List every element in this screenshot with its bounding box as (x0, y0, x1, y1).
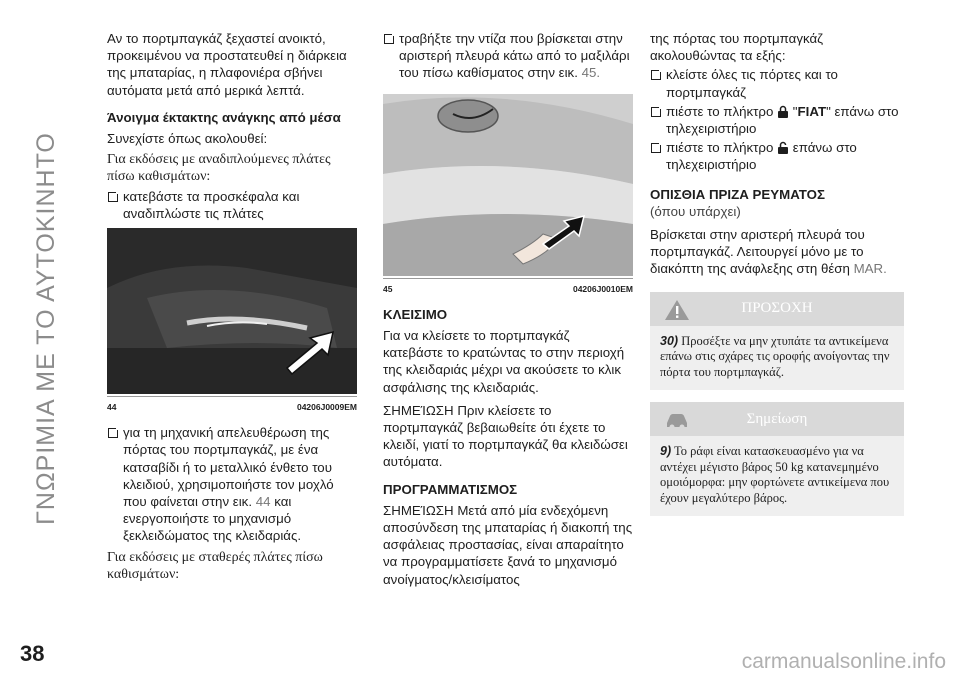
step-text-start: πιέστε το πλήκτρο (666, 140, 774, 156)
warning-banner (650, 292, 904, 326)
step-press-lock (650, 103, 904, 137)
bullet-text (123, 424, 357, 544)
note-title: Σημείωση (746, 410, 808, 427)
step-text-end: επάνω στο τηλεχειριστήριο (666, 140, 857, 173)
emergency-opening-heading: Άνοιγμα έκτακτης ανάγκης από μέσα (107, 109, 341, 125)
step-text-start: πιέστε το πλήκτρο (666, 103, 774, 119)
checkbox-bullet-icon (651, 143, 661, 153)
watermark-text: carmanualsonline.info (741, 650, 946, 673)
chapter-side-title (28, 28, 64, 628)
step-text (666, 139, 904, 173)
warning-text: Προσέξτε να μην χτυπάτε τα αντικείμενα επάνω στις σχάρες τις οροφής ανοίγοντας την πόρτα του πορτμπαγκάζ. (660, 333, 890, 379)
column-3 (650, 30, 904, 516)
seat-cable-illustration (383, 94, 633, 276)
chapter-title-text: ΓΝΩΡΙΜΙΑ ΜΕ ΤΟ ΑΥΤΟΚΙΝΗΤΟ (31, 131, 60, 525)
car-note-icon (664, 409, 690, 431)
programming-note: ΣΗΜΕΊΩΣΗ Μετά από μία ενδεχόμενη αποσύνδεση της μπαταρίας ή διακοπή της ασφάλειας προστασίας, είναι απαραίτητο να προγραμματίσετε ξανά το μηχανισμό ανοίγματος/κλεισίματος (383, 502, 633, 587)
bullet-mechanical-release (107, 424, 357, 544)
rear-socket-heading: ΟΠΙΣΘΙΑ ΠΡΙΖΑ ΡΕΥΜΑΤΟΣ (650, 186, 825, 202)
bullet-fold-seats (107, 188, 357, 222)
rear-socket-subheading: (όπου υπάρχει) (650, 203, 741, 219)
proceed-text: Συνεχίστε όπως ακολουθεί: (107, 131, 268, 147)
checkbox-bullet-icon (651, 107, 661, 117)
checkbox-bullet-icon (108, 192, 118, 202)
warning-number: 30) (660, 333, 679, 348)
trunk-lever-illustration (107, 228, 357, 394)
figure-44-caption (107, 396, 357, 416)
checkbox-bullet-icon (108, 428, 118, 438)
column-1 (107, 30, 357, 589)
bullet-text-tail: και ενεργοποιήστε το μηχανισμό ξεκλειδώματος της κλειδαριάς. (123, 494, 302, 544)
ignition-position: MAR. (853, 261, 887, 277)
checkbox-bullet-icon (384, 34, 394, 44)
step-quote-open: " (792, 103, 798, 119)
figure-44-number: 44 (107, 402, 117, 413)
checkbox-bullet-icon (651, 70, 661, 80)
note-number: 9) (660, 444, 672, 459)
warning-body (650, 326, 904, 391)
note-body (650, 436, 904, 516)
step-press-unlock (650, 139, 904, 173)
column-2 (383, 30, 633, 594)
rear-socket-text (650, 226, 904, 278)
figure-ref: 44 (255, 494, 271, 510)
programming-heading: ΠΡΟΓΡΑΜΜΑΤΙΣΜΟΣ (383, 481, 518, 497)
figure-45-caption (383, 278, 633, 298)
fiat-label: FIAT (797, 103, 827, 119)
closing-note: ΣΗΜΕΊΩΣΗ Πριν κλείσετε το πορτμπαγκάζ βεβαιωθείτε ότι έχετε το κλειδί, γιατί το πορτμπαγκάζ θα κλειδώσει αυτόματα. (383, 402, 628, 470)
bullet-text (399, 30, 633, 82)
figure-44-code: 04206J0009EM (296, 402, 357, 413)
programming-continued: της πόρτας του πορτμπαγκάζ ακολουθώντας τα εξής: (650, 31, 824, 64)
figure-45-code: 04206J0010EM (572, 283, 633, 294)
bullet-text-main: για τη μηχανική απελευθέρωση της πόρτας του πορτμπαγκάζ, με ένα κατσαβίδι ή το μεταλλικό ένθετο του κλειδιού, χρησιμοποιήστε τον μοχλό που φαίνεται στην εικ. (123, 425, 334, 510)
split-seat-versions-text: Για εκδόσεις με αναδιπλούμενες πλάτες πίσω καθισμάτων: (107, 152, 331, 185)
intro-paragraph: Αν το πορτμπαγκάζ ξεχαστεί ανοικτό, προκειμένου να προστατευθεί η διάρκεια της μπαταρίας, η πλαφονιέρα σβήνει αυτόματα μετά από μερικά λεπτά. (107, 31, 347, 98)
rear-socket-text-main: Βρίσκεται στην αριστερή πλευρά του πορτμπαγκάζ. Λειτουργεί μόνο με το διακόπτη της ανάφλεξης στη θέση (650, 227, 865, 277)
bullet-text-main: τραβήξτε την ντίζα που βρίσκεται στην αριστερή πλευρά κάτω από το μαξιλάρι του πίσω καθίσματος στην εικ. (399, 31, 630, 81)
closing-text: Για να κλείσετε το πορτμπαγκάζ κατεβάστε το κρατώντας το στην περιοχή της κλειδαριάς μέχρι να ακούσετε το κλικ ασφάλισης της κλειδαριάς. (383, 328, 625, 395)
lock-button-icon (777, 105, 789, 119)
page-number: 38 (20, 641, 45, 666)
fixed-seat-versions-text: Για εκδόσεις με σταθερές πλάτες πίσω καθισμάτων: (107, 549, 323, 582)
step-text-end: " επάνω στο τηλεχειριστήριο (666, 103, 899, 137)
bullet-pull-cable (383, 30, 633, 82)
note-banner (650, 402, 904, 436)
warning-title: ΠΡΟΣΟΧΗ (741, 300, 813, 317)
step-text: κλείστε όλες τις πόρτες και το πορτμπαγκάζ (666, 67, 838, 100)
step-close-doors (650, 66, 904, 100)
warning-triangle-icon (664, 299, 690, 321)
closing-heading: ΚΛΕΙΣΙΜΟ (383, 306, 448, 322)
figure-45 (383, 94, 633, 276)
step-text (666, 103, 904, 137)
unlock-button-icon (777, 141, 789, 155)
figure-45-number: 45 (383, 283, 393, 294)
note-text: Το ράφι είναι κατασκευασμένο για να αντέχει μέγιστο βάρος 50 kg κατανεμημένο ομοιόμορφα: μην φορτώνετε αντικείμενα που έχουν μεγαλύτερο βάρος. (660, 444, 890, 505)
bullet-text: κατεβάστε τα προσκέφαλα και αναδιπλώστε τις πλάτες (123, 188, 300, 221)
figure-44 (107, 228, 357, 394)
figure-ref: 45. (581, 65, 601, 81)
